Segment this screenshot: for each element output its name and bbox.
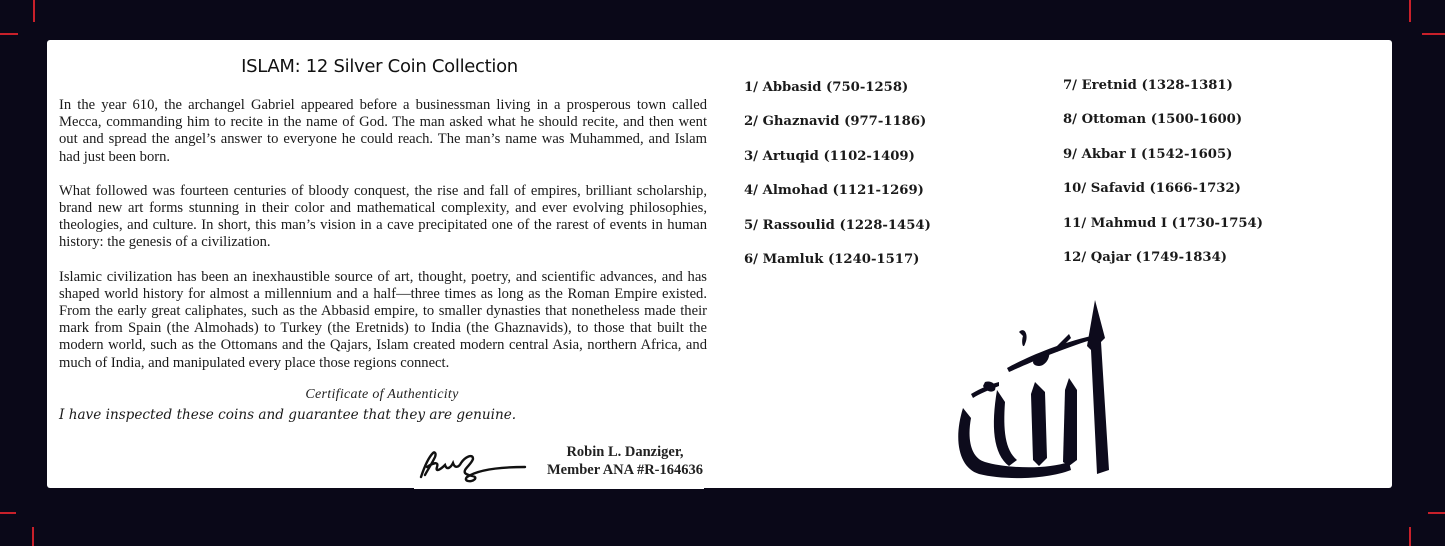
paragraph: In the year 610, the archangel Gabriel appeared before a businessman living in a prosperous town called Mecca, commanding him to recite in the name of God. The man asked what he should recite, and then went out and spread the angel’s answer to everyone he could reach. The man’s name was Muhammed, and Islam had just been born. [59,97,707,165]
crop-mark [0,33,18,35]
crop-mark [32,527,34,546]
dynasty-item: 5/ Rassoulid (1228-1454) [744,217,931,233]
signer-block [545,443,705,479]
certificate-statement: I have inspected these coins and guarantee that they are genuine. [59,407,517,423]
crop-mark [0,512,16,514]
dynasty-item: 7/ Eretnid (1328-1381) [1063,78,1233,93]
page-title: ISLAM: 12 Silver Coin Collection [241,56,518,77]
dynasty-item: 12/ Qajar (1749-1834) [1063,249,1228,265]
dynasty-list-left [744,78,931,284]
signer-membership: Member ANA #R-164636 [547,462,703,478]
paragraph: Islamic civilization has been an inexhaustible source of art, thought, poetry, and scientific advances, and has shaped world history for almost a millennium and a half—three times as long as the Roman Empire existed. From the early great caliphates, such as the Abbasid empire, to smaller dynasties that nonetheless made their mark from Spain (the Almohads) to Turkey (the Eretnids) to India (the Ghaznavids), to those that built the modern world, such as the Ottomans and the Qajars, Islam created modern central Asia, northern Africa, and much of India, and manipulated every place those regions connect. [59,268,707,371]
dynasty-item: 8/ Ottoman (1500-1600) [1063,112,1243,128]
dynasty-item: 1/ Abbasid (750-1258) [744,80,909,95]
signature-icon [417,445,527,485]
dynasty-item: 2/ Ghaznavid (977-1186) [744,114,927,130]
dynasty-item: 9/ Akbar I (1542-1605) [1063,146,1233,162]
dynasty-item: 6/ Mamluk (1240-1517) [744,251,920,267]
signer-name: Robin L. Danziger, [566,444,684,460]
certificate-title: Certificate of Authenticity [305,387,459,402]
paragraph: What followed was fourteen centuries of bloody conquest, the rise and fall of empires, brilliant scholarship, brand new art forms stunning in their color and mathematical complexity, and ever evolving philosophies, theologies, and culture. In short, this man’s vision in a cave precipitated one of the rarest of events in human history: the genesis of a civilization. [59,182,707,251]
crop-mark [1409,0,1411,22]
description-text [59,97,707,389]
crop-mark [33,0,35,22]
certificate-card [47,40,1392,488]
dynasty-item: 3/ Artuqid (1102-1409) [744,148,915,164]
dynasty-list-right [1063,76,1263,282]
crop-mark [1428,512,1445,514]
crop-mark [1409,527,1411,546]
crop-mark [1422,33,1445,35]
dynasty-item: 10/ Safavid (1666-1732) [1063,181,1241,197]
dynasty-item: 4/ Almohad (1121-1269) [744,183,924,199]
dynasty-item: 11/ Mahmud I (1730-1754) [1063,215,1263,231]
allah-calligraphy-icon [945,290,1125,480]
